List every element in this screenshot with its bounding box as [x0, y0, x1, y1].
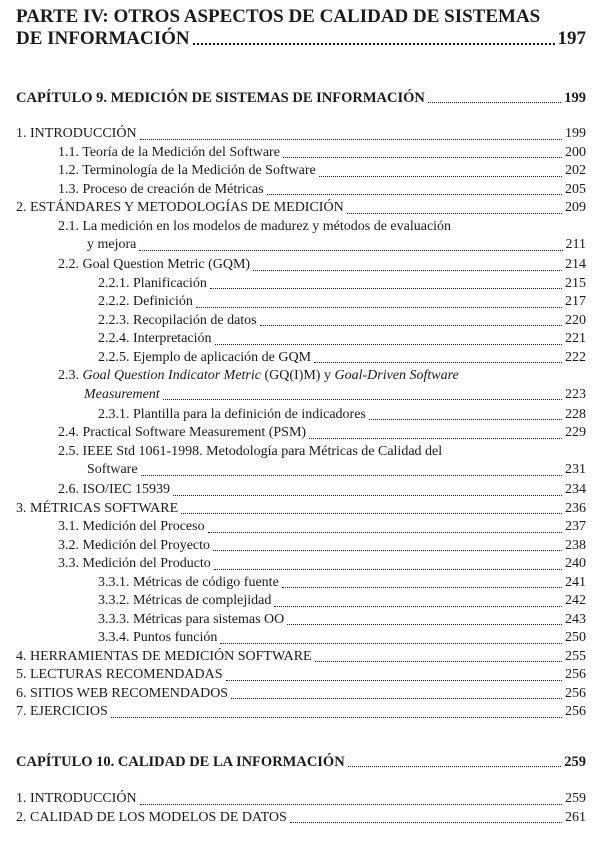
toc-entry[interactable] — [16, 330, 586, 349]
toc-entry-title: 3.1. Medición del Proceso — [58, 519, 205, 534]
toc-entry-title: 1. INTRODUCCIÓN — [16, 791, 137, 806]
toc-entry[interactable] — [16, 293, 586, 312]
toc-entry[interactable] — [16, 181, 586, 200]
dot-leader — [267, 194, 562, 195]
dot-leader — [141, 475, 562, 476]
toc-page-number: 221 — [565, 331, 586, 346]
dot-leader — [319, 176, 562, 177]
toc-entry[interactable] — [16, 790, 586, 809]
toc-entry-title-line1: 2.1. La medición en los modelos de madurez y métodos de evaluación — [58, 218, 452, 234]
toc-entry[interactable] — [16, 443, 586, 480]
toc-entry-title: 2. ESTÁNDARES Y METODOLOGÍAS DE MEDICIÓN — [16, 200, 344, 215]
dot-leader — [290, 822, 562, 823]
toc-entry[interactable] — [16, 703, 586, 722]
toc-page-number: 240 — [565, 556, 586, 571]
toc-entry-title: 2.6. ISO/IEC 15939 — [58, 482, 170, 497]
toc-entry-title: 2.2.5. Ejemplo de aplicación de GQM — [98, 349, 312, 365]
toc-entry[interactable] — [16, 685, 586, 704]
toc-page-number: 223 — [565, 386, 586, 402]
dot-leader — [315, 661, 562, 662]
toc-entry-title: 3.3. Medición del Producto — [58, 556, 211, 571]
toc-entry-title: 2.2.3. Recopilación de datos — [98, 312, 257, 328]
dot-leader — [231, 698, 562, 699]
toc-page-number: 236 — [565, 500, 586, 516]
chapter-title: CAPÍTULO 9. MEDICIÓN DE SISTEMAS DE INFORMACIÓN — [16, 90, 425, 106]
toc-entry-title: Measurement — [84, 386, 160, 402]
toc-page-number: 205 — [565, 181, 586, 197]
dot-leader — [208, 532, 562, 533]
toc-entry-title: 5. LECTURAS RECOMENDADAS — [16, 667, 223, 682]
dot-leader — [140, 139, 562, 140]
toc-entry-title: 3.3.4. Puntos función — [98, 630, 218, 645]
part-title-line1: PARTE IV: OTROS ASPECTOS DE CALIDAD DE SISTEMAS — [16, 6, 541, 27]
toc-page-number: 242 — [565, 593, 586, 608]
dot-leader — [210, 288, 562, 289]
toc-entry-title: 2.2.2. Definición — [98, 294, 193, 309]
dot-leader — [348, 766, 562, 767]
toc-page-number: 215 — [565, 275, 586, 291]
toc-entry-title: 1.3. Proceso de creación de Métricas — [58, 181, 264, 197]
toc-entry-title: 6. SITIOS WEB RECOMENDADOS — [16, 685, 229, 701]
toc-entry[interactable] — [16, 424, 586, 443]
toc-entry-title: 3. MÉTRICAS SOFTWARE — [16, 500, 179, 516]
toc-page-number: 234 — [565, 482, 586, 497]
dot-leader — [428, 102, 561, 103]
toc-page-number: 229 — [565, 425, 586, 440]
toc-entry-title: Software — [87, 462, 138, 477]
dot-leader — [369, 419, 562, 420]
toc-entry[interactable] — [16, 592, 586, 611]
toc-page-number: 256 — [565, 704, 586, 719]
dot-leader — [196, 307, 562, 308]
toc-page-number: 238 — [565, 537, 586, 553]
toc-entry-title: y mejora — [87, 237, 137, 252]
toc-page-number: 209 — [565, 200, 586, 215]
toc-entry[interactable] — [16, 518, 586, 537]
dot-leader — [193, 43, 555, 45]
toc-page-number: 199 — [565, 126, 586, 141]
toc-entry[interactable] — [16, 555, 586, 574]
toc-entry-title: 3.3.3. Métricas para sistemas OO — [98, 611, 285, 627]
toc-entry[interactable] — [16, 125, 586, 144]
dot-leader — [226, 680, 562, 681]
toc-entry[interactable] — [16, 218, 586, 255]
toc-page-number: 241 — [565, 574, 586, 590]
toc-entry-title-line1: 2.3. Goal Question Indicator Metric (GQ(I)M) y Goal-Driven Software — [58, 368, 459, 383]
toc-entry[interactable] — [16, 256, 586, 275]
toc-entry[interactable] — [16, 500, 586, 519]
toc-entry[interactable] — [16, 367, 586, 404]
toc-entry[interactable] — [16, 349, 586, 368]
toc-page-number: 214 — [565, 257, 586, 272]
toc-entry[interactable] — [16, 199, 586, 218]
toc-entry-title: 2.4. Practical Software Measurement (PSM) — [58, 425, 307, 440]
toc-page-number: 211 — [565, 237, 586, 252]
toc-entry-title: 3.2. Medición del Proyecto — [58, 537, 211, 553]
toc-entry-title: 7. EJERCICIOS — [16, 704, 108, 719]
toc-entry-title: 2.3.1. Plantilla para la definición de indicadores — [98, 406, 366, 422]
dot-leader — [283, 157, 562, 158]
toc-entry-title: 4. HERRAMIENTAS DE MEDICIÓN SOFTWARE — [16, 648, 312, 664]
toc-entry-title: 1.1. Teoría de la Medición del Software — [58, 144, 280, 160]
toc-entry-title: 1. INTRODUCCIÓN — [16, 126, 137, 141]
toc-entry[interactable] — [16, 574, 586, 593]
toc-entry[interactable] — [16, 406, 586, 425]
toc-entry[interactable] — [16, 537, 586, 556]
dot-leader — [274, 606, 562, 607]
toc-page-number: 259 — [565, 791, 586, 806]
toc-page-number: 200 — [565, 144, 586, 160]
toc-page-number: 228 — [565, 406, 586, 422]
toc-page-number: 250 — [565, 630, 586, 645]
toc-page-number: 202 — [565, 163, 586, 178]
dot-leader — [163, 399, 562, 400]
toc-page-number: 255 — [565, 648, 586, 664]
toc-page-number: 217 — [565, 294, 586, 309]
dot-leader — [111, 717, 562, 718]
toc-entry[interactable] — [16, 629, 586, 648]
dot-leader — [214, 569, 562, 570]
toc-page-number: 256 — [565, 685, 586, 701]
toc-entry[interactable] — [16, 648, 586, 667]
toc-entry[interactable] — [16, 162, 586, 181]
dot-leader — [347, 213, 562, 214]
dot-leader — [139, 250, 562, 251]
part-heading — [16, 6, 586, 50]
dot-leader — [213, 550, 562, 551]
toc-page-number: 256 — [565, 667, 586, 682]
toc-entry[interactable] — [16, 312, 586, 331]
toc-page-number: 231 — [565, 462, 586, 477]
toc-entry[interactable] — [16, 144, 586, 163]
toc-entry[interactable] — [16, 275, 586, 294]
toc-entry[interactable] — [16, 666, 586, 685]
toc-entry-title: 2. CALIDAD DE LOS MODELOS DE DATOS — [16, 809, 287, 825]
toc-page-number: 222 — [565, 349, 586, 365]
dot-leader — [173, 495, 562, 496]
dot-leader — [220, 643, 562, 644]
toc-entry-title: 3.3.1. Métricas de código fuente — [98, 574, 279, 590]
dot-leader — [181, 513, 562, 514]
toc-entry-title: 2.2. Goal Question Metric (GQM) — [58, 257, 251, 272]
dot-leader — [260, 325, 562, 326]
chapter-9-heading[interactable] — [16, 88, 586, 108]
dot-leader — [314, 362, 562, 363]
part-title-line2: DE INFORMACIÓN — [16, 28, 190, 49]
dot-leader — [140, 804, 562, 805]
chapter-10-heading[interactable] — [16, 752, 586, 772]
toc-page-number: 237 — [565, 519, 586, 534]
toc-page-number: 261 — [565, 809, 586, 825]
toc-page-number: 243 — [565, 611, 586, 627]
toc-entry[interactable] — [16, 809, 586, 828]
part-page-number: 197 — [557, 28, 586, 49]
toc-entry-title: 2.2.4. Interpretación — [98, 331, 212, 346]
chapter-title: CAPÍTULO 10. CALIDAD DE LA INFORMACIÓN — [16, 754, 345, 770]
toc-entry-title: 3.3.2. Métricas de complejidad — [98, 593, 272, 608]
dot-leader — [282, 587, 562, 588]
toc-entry[interactable] — [16, 481, 586, 500]
chapter-page-number: 259 — [564, 754, 586, 770]
toc-page-number: 220 — [565, 312, 586, 328]
toc-entry[interactable] — [16, 611, 586, 630]
dot-leader — [253, 270, 562, 271]
toc-entry-title-line1: 2.5. IEEE Std 1061-1998. Metodología para Métricas de Calidad del — [58, 443, 443, 459]
chapter-page-number: 199 — [564, 90, 586, 106]
dot-leader — [309, 438, 562, 439]
dot-leader — [287, 624, 562, 625]
toc-entry-title: 1.2. Terminología de la Medición de Software — [58, 163, 316, 178]
toc-entry-title: 2.2.1. Planificación — [98, 275, 207, 291]
dot-leader — [215, 344, 562, 345]
